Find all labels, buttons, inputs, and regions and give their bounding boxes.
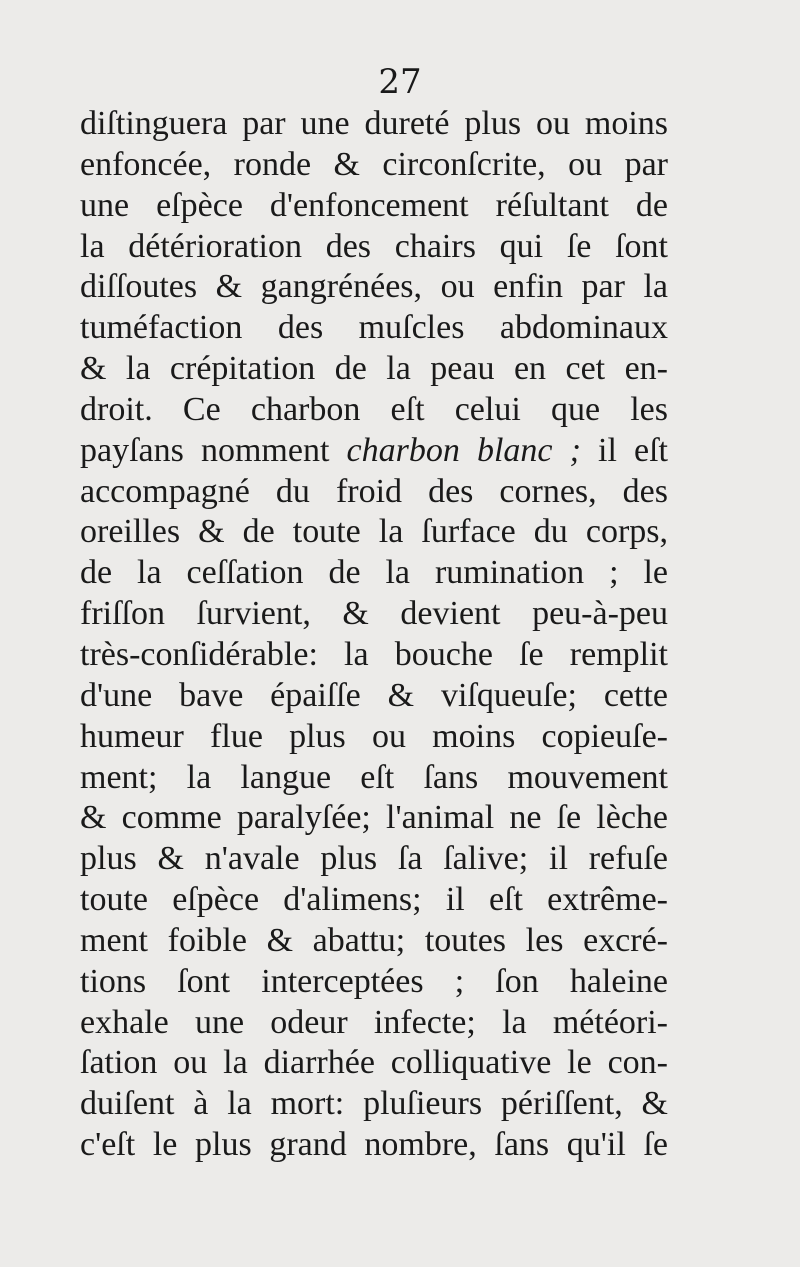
text-line-with-italic (80, 431, 668, 472)
text-line: de la ceſſation de la rumination ; le (80, 554, 668, 592)
text-line: & la crépitation de la peau en cet en- (80, 350, 668, 388)
text-line: plus & n'avale plus ſa ſalive; il refuſe (80, 840, 668, 878)
page-number: 27 (378, 62, 422, 102)
text-line: friſſon ſurvient, & devient peu-à-peu (80, 595, 668, 633)
text-line: diſtinguera par une dureté plus ou moins (80, 105, 668, 142)
text-line: humeur flue plus ou moins copieuſe- (80, 717, 668, 755)
text-line: tuméfaction des muſcles abdominaux (80, 309, 668, 347)
text-line: oreilles & de toute la ſurface du corps, (80, 513, 668, 551)
text-line: la détérioration des chairs qui ſe ſont (80, 227, 668, 265)
text-line: une eſpèce d'enfoncement réſultant de (80, 186, 668, 224)
text-line: enfoncée, ronde & circonſcrite, ou par (80, 145, 668, 183)
text-line: d'une bave épaiſſe & viſqueuſe; cette (80, 676, 668, 714)
text-line: tions ſont interceptées ; ſon haleine (80, 962, 668, 1000)
italic-term: charbon blanc ; (346, 431, 581, 469)
text-segment: il eſt (580, 431, 668, 469)
text-line: ſation ou la diarrhée colliquative le con- (80, 1044, 668, 1082)
text-line: diſſoutes & gangrénées, ou enfin par la (80, 268, 668, 306)
text-line: droit. Ce charbon eſt celui que les (80, 390, 668, 428)
text-line: toute eſpèce d'alimens; il eſt extrême- (80, 881, 668, 919)
text-segment: payſans nomment (80, 431, 330, 469)
text-line: très-conſidérable: la bouche ſe remplit (80, 635, 668, 673)
body-text (80, 104, 668, 1166)
text-line: ment; la langue eſt ſans mouvement (80, 758, 668, 796)
text-line: & comme paralyſée; l'animal ne ſe lèche (80, 799, 668, 837)
text-line: c'eſt le plus grand nombre, ſans qu'il ſe (80, 1126, 668, 1164)
text-line: exhale une odeur infecte; la météori- (80, 1003, 668, 1041)
text-line: duiſent à la mort: pluſieurs périſſent, & (80, 1085, 668, 1123)
text-line: ment foible & abattu; toutes les excré- (80, 921, 668, 959)
text-line: accompagné du froid des cornes, des (80, 472, 668, 510)
